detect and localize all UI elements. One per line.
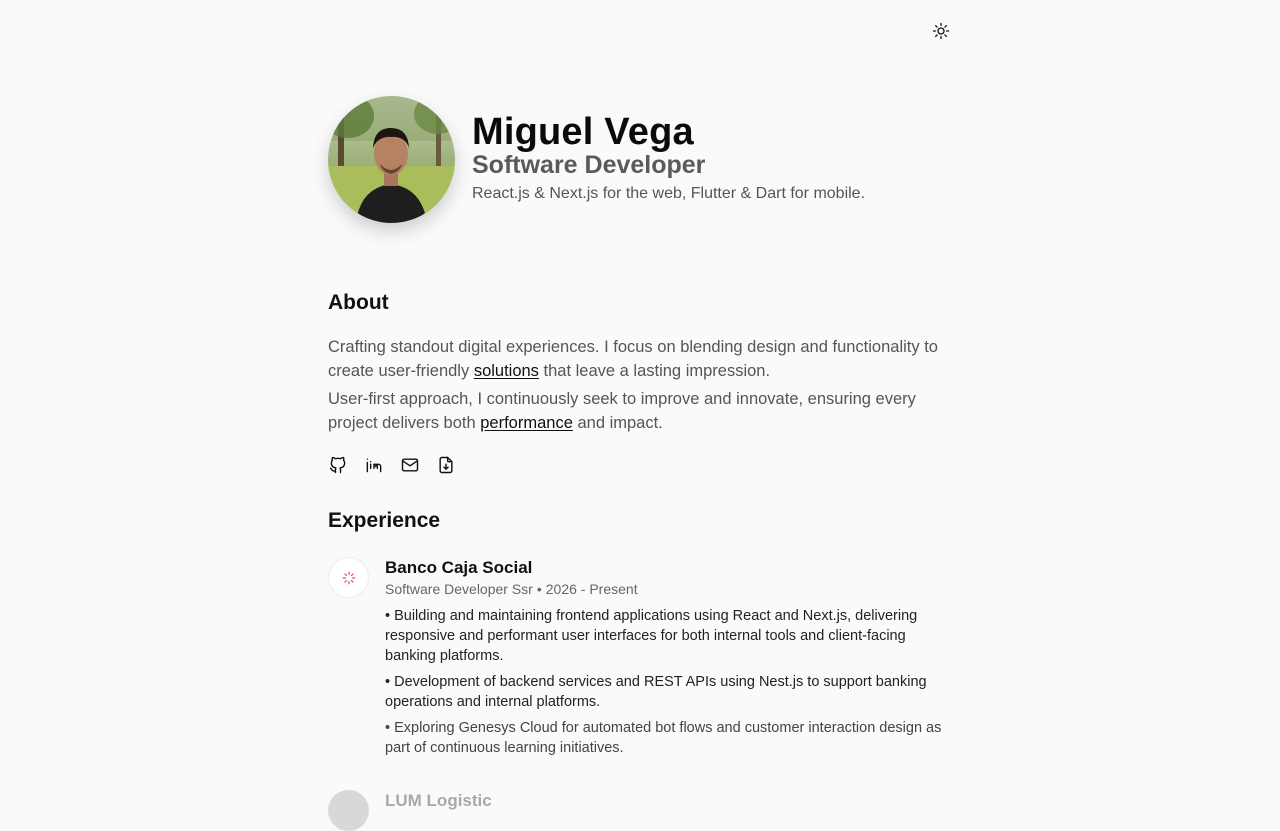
experience-heading: Experience <box>328 509 441 532</box>
job-details <box>385 557 952 764</box>
social-links <box>328 455 952 475</box>
about-p1-text-start: Crafting standout digital experiences. I focus on blending design and functionality to create user-friendly <box>328 338 938 380</box>
profile-role: Software Developer <box>472 151 706 179</box>
theme-toggle-button[interactable] <box>930 22 952 44</box>
job-bullet: • Development of backend services and REST APIs using Nest.js to support banking operations and internal platforms. <box>385 674 927 710</box>
job-bullet: • Building and maintaining frontend applications using React and Next.js, delivering responsive and performant user interfaces for both internal tools and client-facing banking platforms. <box>385 608 918 664</box>
banco-caja-social-logo <box>328 557 369 598</box>
job-company: LUM Logistic <box>385 791 492 810</box>
job-item <box>328 557 952 764</box>
profile-tagline: React.js & Next.js for the web, Flutter & Dart for mobile. <box>472 185 866 202</box>
lum-logistic-logo <box>328 790 369 831</box>
profile-name: Miguel Vega <box>472 111 694 153</box>
download-cv-icon[interactable] <box>436 455 456 475</box>
job-bullet: • Exploring Genesys Cloud for automated bot flows and customer interaction design as part of continuous learning initiatives. <box>385 720 942 756</box>
linkedin-icon[interactable] <box>364 455 384 475</box>
profile-header <box>328 96 952 223</box>
experience-section <box>328 507 952 831</box>
sun-icon <box>932 22 950 45</box>
mail-icon[interactable] <box>400 455 420 475</box>
about-section <box>328 289 952 475</box>
github-icon[interactable] <box>328 455 348 475</box>
about-paragraph-2 <box>328 387 952 435</box>
performance-link[interactable]: performance <box>480 414 573 432</box>
about-heading: About <box>328 291 389 314</box>
job-company: Banco Caja Social <box>385 558 533 577</box>
about-p1-text-end: that leave a lasting impression. <box>538 362 771 380</box>
job-bullets <box>385 606 952 758</box>
profile-text <box>472 96 865 206</box>
main-content <box>328 96 952 831</box>
solutions-link[interactable]: solutions <box>473 362 539 380</box>
job-meta <box>385 579 952 599</box>
job-meta-separator: • <box>536 581 542 597</box>
job-details <box>385 790 952 831</box>
job-title: Software Developer Ssr <box>385 581 533 597</box>
avatar <box>328 96 455 223</box>
job-period: 2026 - Present <box>545 581 638 597</box>
about-p2-text-end: and impact. <box>572 414 663 432</box>
about-p2-text-start: User-first approach, I continuously seek to improve and innovate, ensuring every project delivers both <box>328 390 916 432</box>
job-item <box>328 790 952 831</box>
about-paragraph-1 <box>328 335 952 383</box>
